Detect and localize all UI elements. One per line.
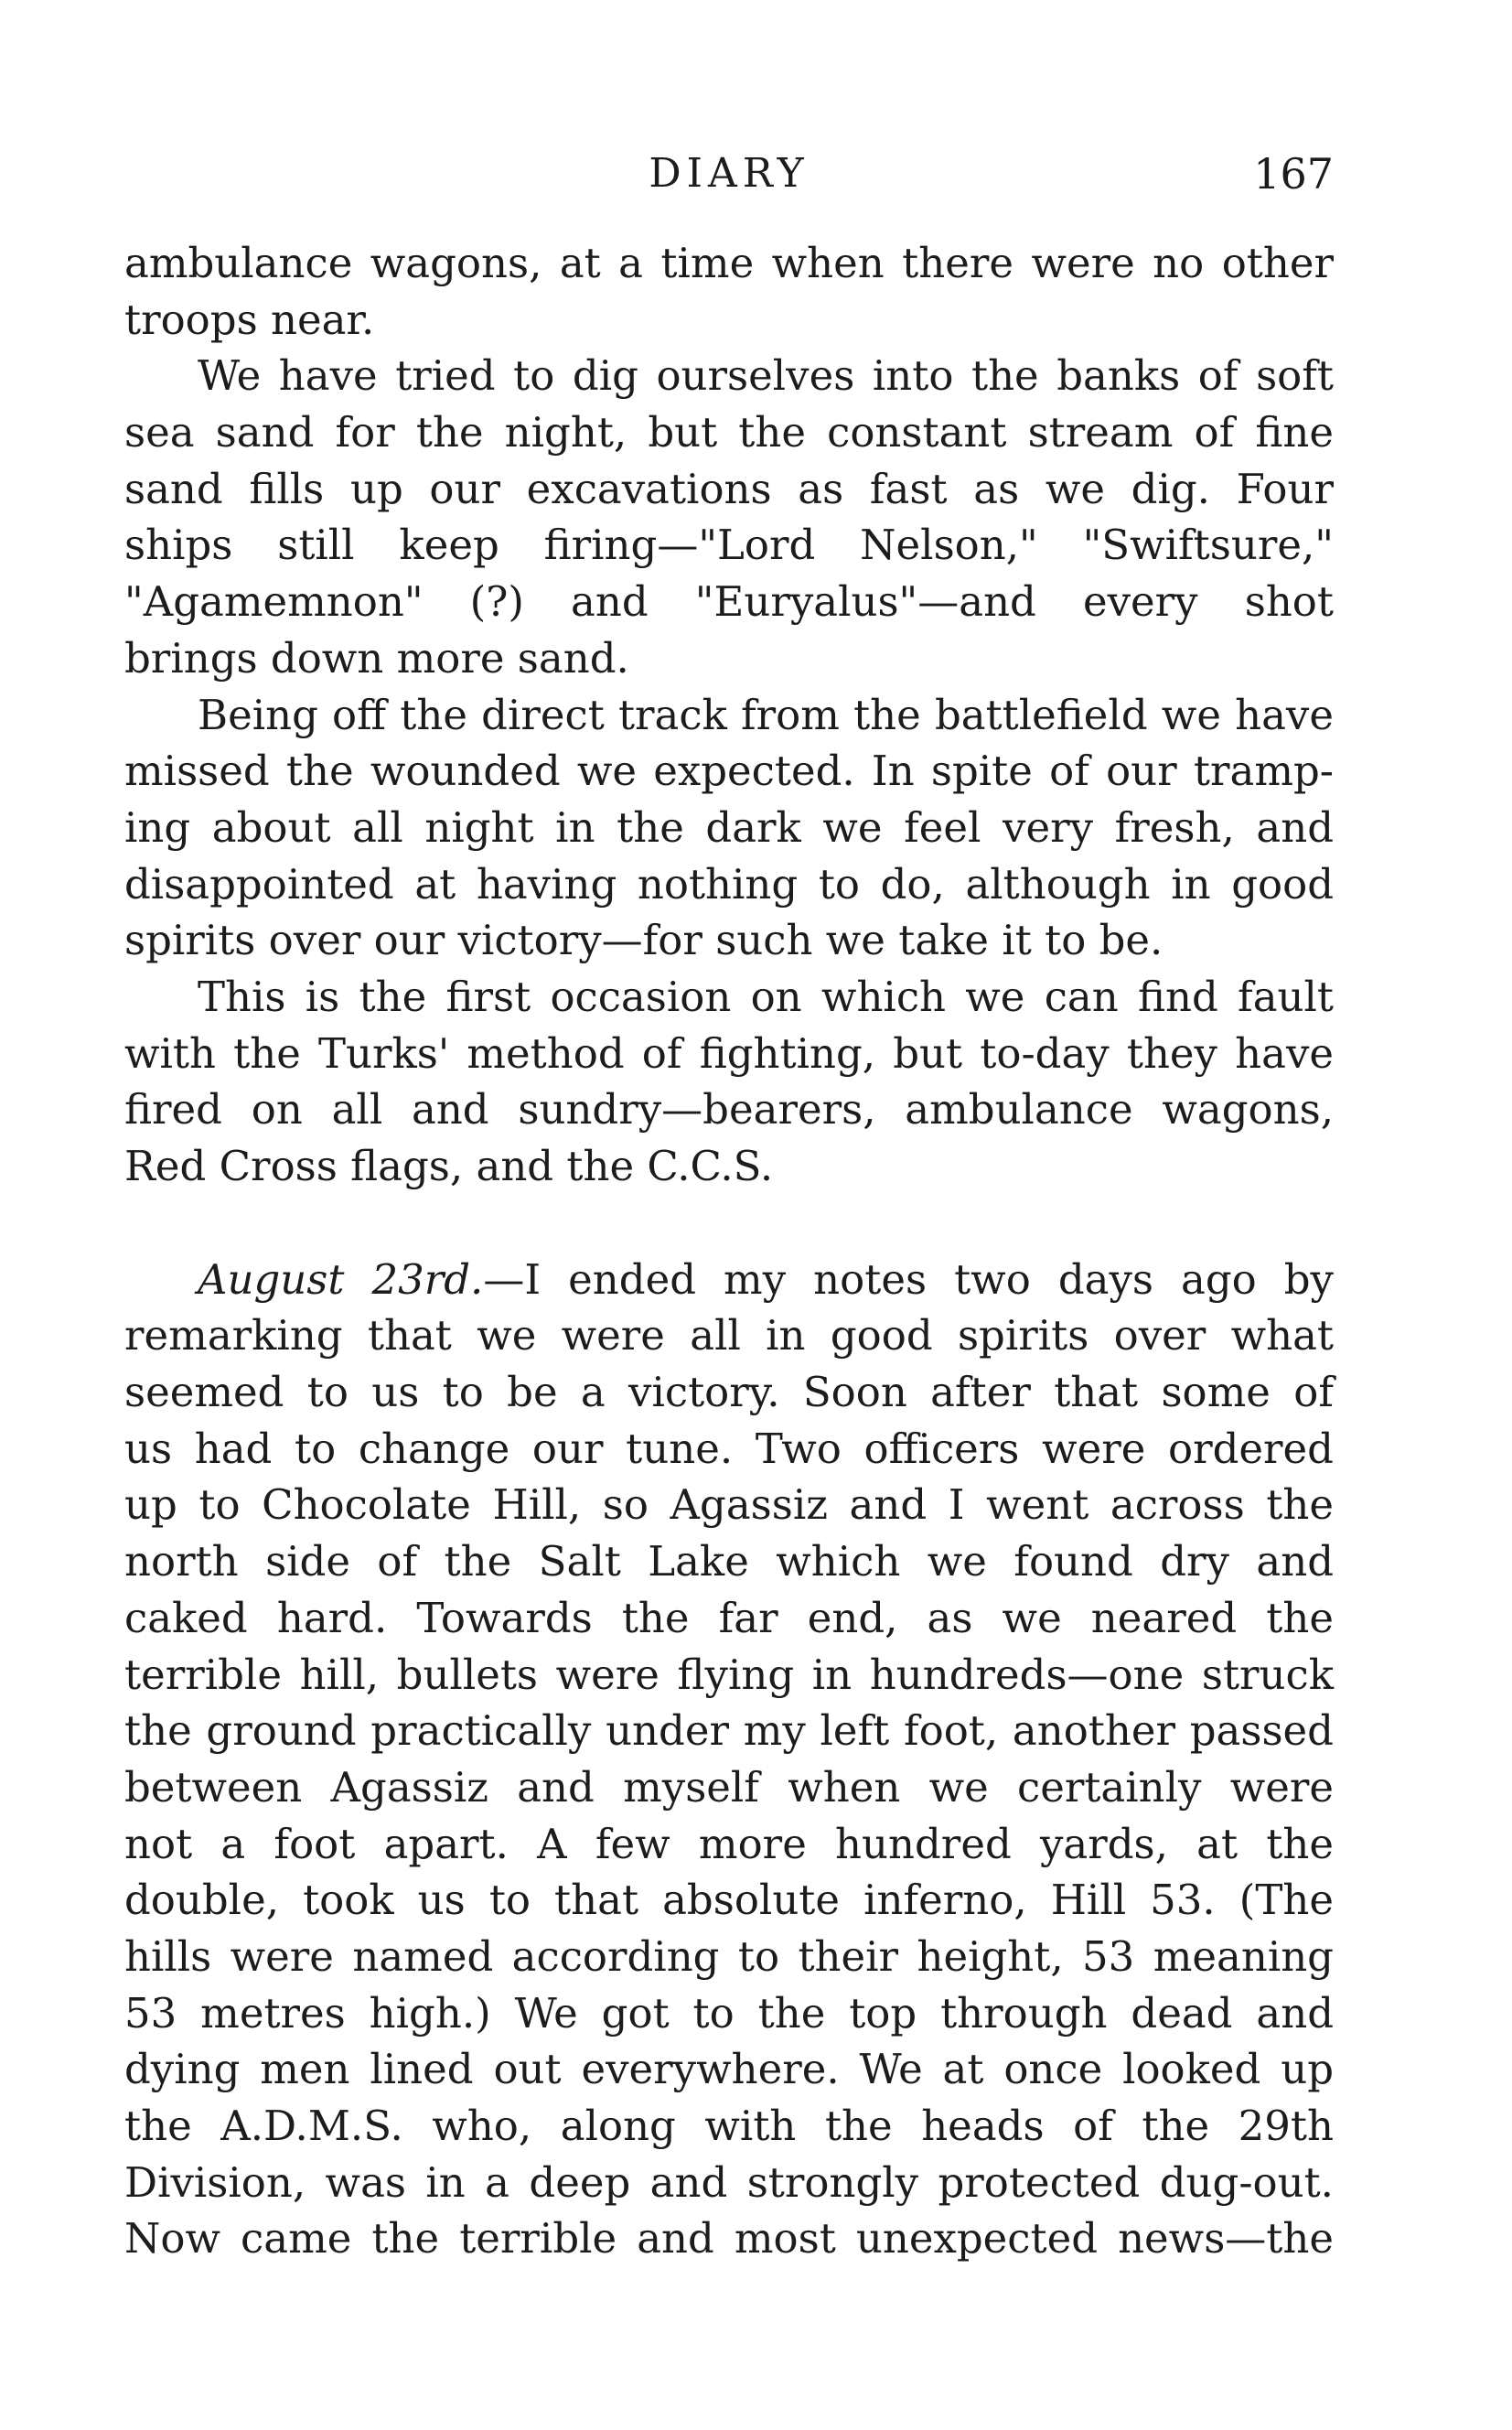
entry-date: August 23rd.: [198, 1254, 484, 1304]
entry-first-line-text: —I ended my notes two days ago by: [483, 1254, 1334, 1304]
paragraph: [124, 969, 1334, 1195]
text-line: Red Cross flags, and the C.C.S.: [124, 1142, 774, 1190]
text-line: between Agassiz and myself when we certainly were: [124, 1762, 1334, 1812]
text-line: sand fills up our excavations as fast as we dig. Four: [124, 464, 1334, 513]
text-line: sea sand for the night, but the constant stream of fine: [124, 408, 1334, 457]
text-line: us had to change our tune. Two officers were ordered: [124, 1424, 1334, 1473]
text-line: dying men lined out everywhere. We at once looked up: [124, 2045, 1334, 2094]
text-line: ambulance wagons, at a time when there were no other: [124, 239, 1334, 287]
text-line: remarking that we were all in good spirits over what: [124, 1311, 1334, 1360]
paragraph: [124, 348, 1334, 686]
paragraph-continuation: [124, 235, 1334, 348]
paragraph: [124, 687, 1334, 969]
page-number: 167: [1253, 149, 1334, 199]
text-line: missed the wounded we expected. In spite of our tramp-: [124, 747, 1334, 796]
diary-entry: [124, 1252, 1334, 2267]
entry-first-line: [124, 1252, 1334, 1308]
text-line: caked hard. Towards the far end, as we neared the: [124, 1593, 1334, 1642]
text-line: up to Chocolate Hill, so Agassiz and I went across the: [124, 1480, 1334, 1530]
text-line: 53 metres high.) We got to the top through dead and: [124, 1988, 1334, 2038]
text-line: with the Turks' method of fighting, but to-day they have: [124, 1028, 1334, 1078]
text-line: "Agamemnon" (?) and "Euryalus"—and every shot: [124, 577, 1334, 627]
text-line: spirits over our victory—for such we take it to be.: [124, 916, 1163, 965]
text-line: disappointed at having nothing to do, although in good: [124, 859, 1334, 909]
text-line: double, took us to that absolute inferno, Hill 53. (The: [124, 1876, 1334, 1925]
text-line: north side of the Salt Lake which we found dry and: [124, 1537, 1334, 1586]
text-line: hills were named according to their height, 53 meaning: [124, 1931, 1334, 1981]
text-line: Being off the direct track from the battlefield we have: [198, 690, 1334, 739]
text-line: the ground practically under my left foot, another passed: [124, 1706, 1334, 1756]
text-line: We have tried to dig ourselves into the banks of soft: [198, 351, 1334, 401]
text-line: the A.D.M.S. who, along with the heads of the 29th: [124, 2102, 1334, 2150]
text-line: Now came the terrible and most unexpected news—the: [124, 2214, 1334, 2263]
text-line: terrible hill, bullets were flying in hundreds—one struck: [124, 1650, 1334, 1699]
body-text: [124, 235, 1334, 2267]
text-line: fired on all and sundry—bearers, ambulance wagons,: [124, 1085, 1334, 1134]
running-head: [124, 146, 1334, 201]
text-line: troops near.: [124, 295, 375, 344]
text-line: Division, was in a deep and strongly protected dug-out.: [124, 2157, 1334, 2207]
text-line: brings down more sand.: [124, 633, 629, 683]
text-line: ships still keep firing—"Lord Nelson," "Swiftsure,": [124, 521, 1334, 570]
text-line: not a foot apart. A few more hundred yards, at the: [124, 1819, 1334, 1868]
section-gap: [124, 1195, 1334, 1252]
text-line: ing about all night in the dark we feel very fresh, and: [124, 802, 1334, 852]
text-line: This is the first occasion on which we can find fault: [198, 972, 1334, 1021]
running-title: DIARY: [649, 150, 810, 197]
text-line: seemed to us to be a victory. Soon after that some of: [124, 1368, 1334, 1417]
